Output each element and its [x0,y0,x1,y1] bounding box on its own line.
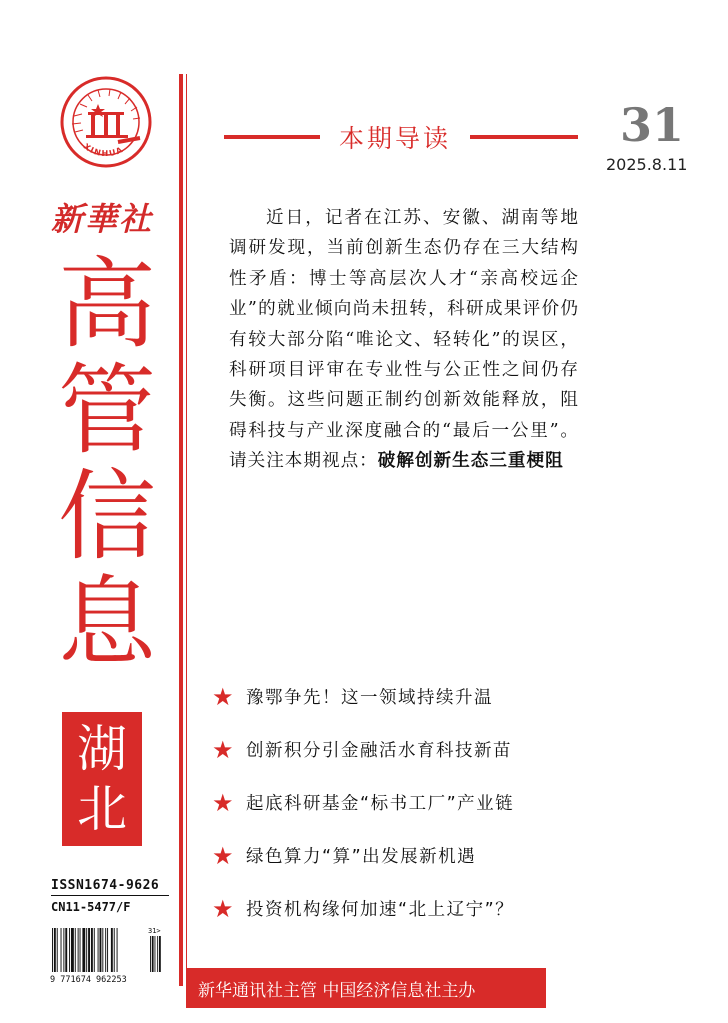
star-icon: ★ [212,682,234,711]
cn-number: CN11-5477/F [51,900,131,914]
star-icon: ★ [212,788,234,817]
agency-name: 新華社 [50,200,153,238]
headline-text: 绿色算力“算”出发展新机遇 [246,847,477,867]
headline-item[interactable] [212,723,632,776]
headline-text: 起底科研基金“标书工厂”产业链 [246,794,515,814]
region-char: 北 [77,780,127,838]
headline-text: 豫鄂争先！这一领域持续升温 [246,688,493,708]
vertical-rule [179,74,183,986]
svg-text:XINHUA [82,142,125,158]
vertical-rule [186,74,187,986]
star-icon: ★ [212,894,234,923]
region-badge [62,712,142,846]
headline-text: 投资机构缘何加速“北上辽宁”？ [246,900,515,920]
intro-text: 近日，记者在江苏、安徽、湖南等地调研发现，当前创新生态仍存在三大结构性矛盾：博士等高层次人才“亲高校远企业”的就业倾向尚未扭转，科研成果评价仍有较大部分陷“唯论文、轻转化”的误区，科研项目评审在专业性与公正性之间仍存失衡。这些问题正制约创新效能释放，阻碍科技与产业深度融合的“最后一公里”。请关注本期视点： [229,208,579,472]
barcode [50,926,172,984]
section-title: 本期导读 [338,124,451,153]
star-icon: ★ [212,841,234,870]
issue-number: 31 [619,98,684,152]
region-char: 湖 [77,720,127,778]
publisher-footer: 新华通讯社主管 中国经济信息社主办 [186,968,546,1008]
intro-highlight: 破解创新生态三重梗阻 [377,451,564,472]
logo-ring-text: XINHUA [81,141,126,159]
title-char: 管 [57,354,156,468]
headline-item[interactable] [212,829,632,882]
header-rule-right [470,135,578,139]
issn-number: ISSN1674-9626 [51,878,160,893]
divider [51,895,169,896]
barcode-addon: 31> [148,927,161,935]
headline-list [212,670,632,935]
publication-title [46,248,168,680]
intro-paragraph [229,203,579,477]
header-rule-left [224,135,320,139]
star-icon: ★ [212,735,234,764]
headline-item[interactable] [212,882,632,935]
issue-date: 2025.8.11 [606,155,688,174]
title-char: 高 [57,248,156,362]
barcode-digits: 9 771674 962253 [50,975,127,984]
headline-item[interactable] [212,776,632,829]
title-char: 息 [57,566,156,680]
headline-text: 创新积分引金融活水育科技新苗 [246,741,512,761]
xinhua-logo [60,76,152,168]
headline-item[interactable] [212,670,632,723]
title-char: 信 [57,460,156,574]
